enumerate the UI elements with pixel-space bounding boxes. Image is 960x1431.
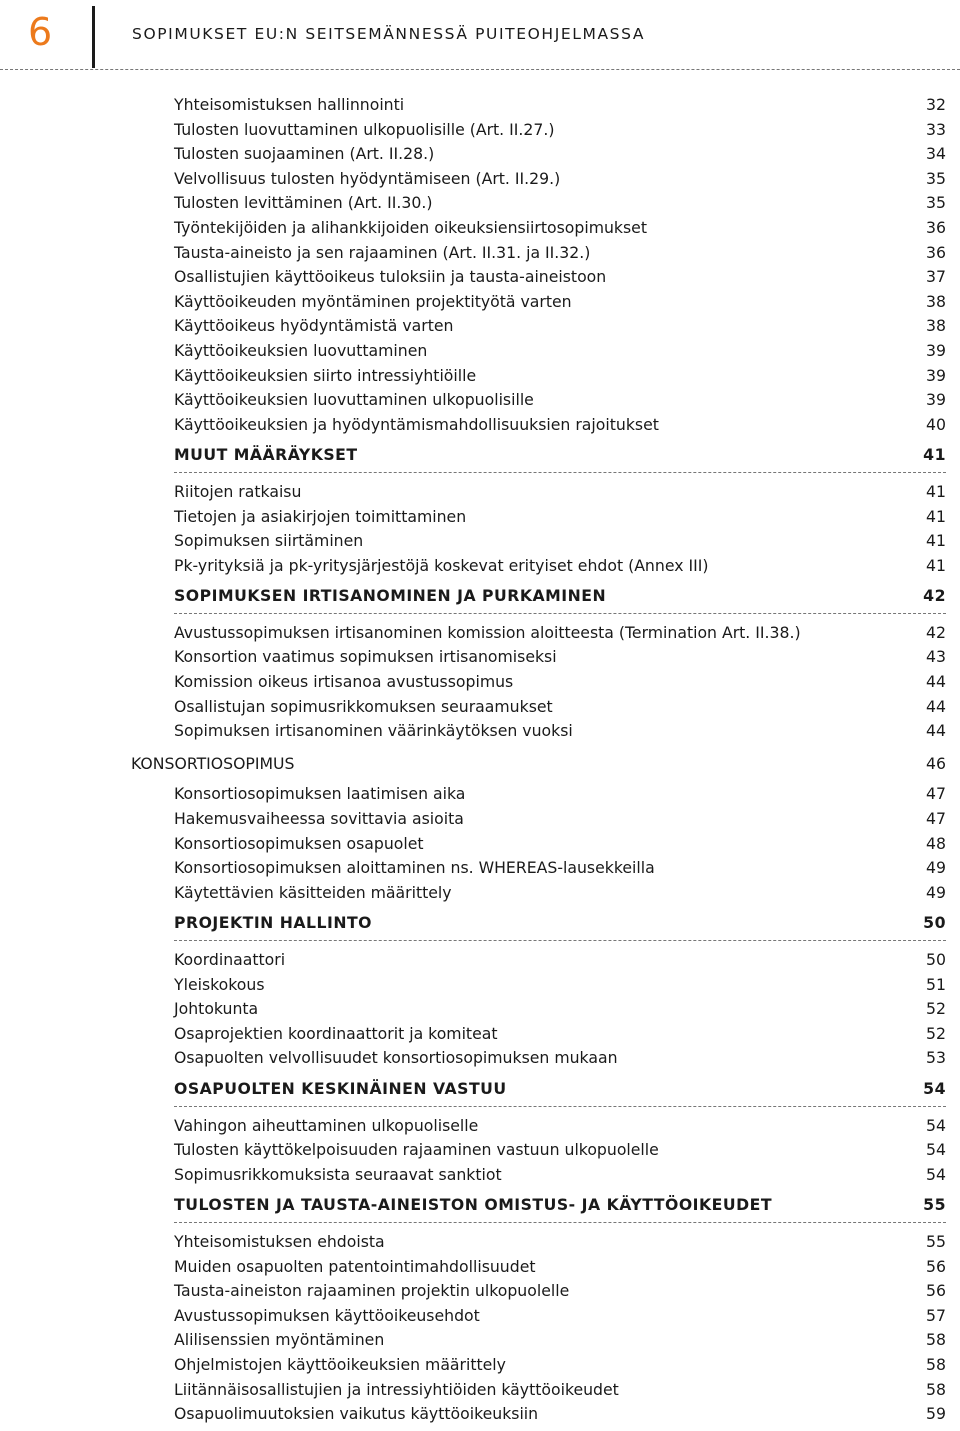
- toc-entry[interactable]: [0, 314, 960, 339]
- toc-page-number: 58: [926, 1354, 946, 1374]
- toc-entry[interactable]: [0, 1046, 960, 1071]
- toc-entry-title: Avustussopimuksen käyttöoikeusehdot: [174, 1305, 480, 1325]
- toc-entry-title: Osallistujien käyttöoikeus tuloksiin ja tausta-aineistoon: [174, 267, 607, 287]
- toc-page-number: 55: [926, 1231, 946, 1251]
- toc-entry-title: Ohjelmistojen käyttöoikeuksien määrittely: [174, 1354, 506, 1374]
- toc-page-number: 32: [926, 95, 946, 114]
- toc-entry[interactable]: [0, 1304, 960, 1329]
- toc-entry[interactable]: [0, 554, 960, 579]
- toc-entry[interactable]: [0, 1138, 960, 1163]
- toc-entry-title: Tulosten luovuttaminen ulkopuolisille (Art. II.27.): [174, 119, 555, 139]
- toc-page-number: 38: [926, 316, 946, 336]
- toc-section-heading[interactable]: [0, 911, 960, 936]
- table-of-contents: [0, 93, 960, 1427]
- toc-entry-title: Konsortiosopimuksen laatimisen aika: [174, 784, 466, 804]
- toc-entry-title: Konsortion vaatimus sopimuksen irtisanomiseksi: [174, 647, 557, 667]
- toc-page-number: 39: [926, 390, 946, 410]
- toc-entry-title: Konsortiosopimuksen osapuolet: [174, 833, 424, 853]
- toc-entry[interactable]: [0, 1378, 960, 1403]
- toc-entry[interactable]: [0, 782, 960, 807]
- toc-entry[interactable]: [0, 1353, 960, 1378]
- toc-entry[interactable]: [0, 948, 960, 973]
- toc-page-number: 42: [926, 622, 946, 642]
- toc-entry[interactable]: [0, 167, 960, 192]
- toc-entry[interactable]: [0, 881, 960, 906]
- toc-page-number: 50: [923, 913, 946, 933]
- toc-entry[interactable]: [0, 1255, 960, 1280]
- toc-entry[interactable]: [0, 1230, 960, 1255]
- toc-entry[interactable]: [0, 997, 960, 1022]
- toc-page-number: 41: [926, 555, 946, 575]
- toc-page-number: 42: [923, 586, 946, 606]
- toc-entry[interactable]: [0, 290, 960, 315]
- toc-page-number: 44: [926, 696, 946, 716]
- toc-page-number: 48: [926, 833, 946, 853]
- toc-entry-title: Sopimusrikkomuksista seuraavat sanktiot: [174, 1164, 502, 1184]
- toc-entry[interactable]: [0, 670, 960, 695]
- toc-page-number: 34: [926, 144, 946, 164]
- toc-section-heading[interactable]: [0, 443, 960, 468]
- toc-page-number: 56: [926, 1256, 946, 1276]
- toc-page-number: 58: [926, 1379, 946, 1399]
- chapter-title: SOPIMUKSET EU:N SEITSEMÄNNESSÄ PUITEOHJELMASSA: [132, 25, 646, 43]
- toc-entry[interactable]: [0, 1328, 960, 1353]
- toc-page-number: 36: [926, 242, 946, 262]
- toc-entry[interactable]: [0, 1163, 960, 1188]
- toc-entry[interactable]: [0, 191, 960, 216]
- toc-section-heading[interactable]: [0, 1077, 960, 1102]
- toc-entry[interactable]: [0, 645, 960, 670]
- toc-page-number: 54: [923, 1078, 946, 1098]
- toc-entry[interactable]: [0, 118, 960, 143]
- toc-page-number: 35: [926, 193, 946, 213]
- toc-page-number: 41: [926, 506, 946, 526]
- toc-entry-title: KONSORTIOSOPIMUS: [131, 753, 295, 773]
- toc-entry[interactable]: [0, 832, 960, 857]
- toc-page-number: 35: [926, 168, 946, 188]
- toc-entry-title: Käyttöoikeuden myöntäminen projektityötä varten: [174, 291, 572, 311]
- toc-section-heading[interactable]: [0, 1193, 960, 1218]
- toc-page-number: 51: [926, 974, 946, 994]
- toc-entry-title: Johtokunta: [174, 999, 259, 1019]
- toc-entry[interactable]: [0, 856, 960, 881]
- toc-entry-title: Sopimuksen siirtäminen: [174, 531, 364, 551]
- toc-page-number: 44: [926, 672, 946, 692]
- toc-entry-title: PROJEKTIN HALLINTO: [174, 913, 373, 933]
- toc-chapter-heading[interactable]: [0, 752, 960, 777]
- toc-page-number: 56: [926, 1281, 946, 1301]
- toc-entry[interactable]: [0, 265, 960, 290]
- toc-entry-title: SOPIMUKSEN IRTISANOMINEN JA PURKAMINEN: [174, 586, 607, 606]
- toc-page-number: 52: [926, 1023, 946, 1043]
- toc-entry-title: Käyttöoikeuksien luovuttaminen ulkopuolisille: [174, 390, 534, 410]
- toc-entry-title: Riitojen ratkaisu: [174, 481, 302, 501]
- header-rule: [0, 69, 960, 70]
- toc-page-number: 54: [926, 1140, 946, 1160]
- toc-page-number: 39: [926, 365, 946, 385]
- toc-entry-title: Pk-yrityksiä ja pk-yritysjärjestöjä koskevat erityiset ehdot (Annex III): [174, 555, 709, 575]
- toc-entry-title: Osaprojektien koordinaattorit ja komiteat: [174, 1023, 498, 1043]
- header-divider: [92, 6, 95, 68]
- toc-page-number: 41: [926, 481, 946, 501]
- toc-entry-title: Tulosten käyttökelpoisuuden rajaaminen vastuun ulkopuolelle: [174, 1140, 659, 1160]
- toc-entry-title: Työntekijöiden ja alihankkijoiden oikeuksiensiirtosopimukset: [174, 217, 647, 237]
- toc-page-number: 47: [926, 784, 946, 804]
- toc-entry[interactable]: [0, 241, 960, 266]
- toc-page-number: 55: [923, 1195, 946, 1215]
- toc-entry-title: Käyttöoikeuksien siirto intressiyhtiöille: [174, 365, 477, 385]
- toc-page-number: 58: [926, 1330, 946, 1350]
- toc-page-number: 46: [926, 753, 946, 773]
- toc-page-number: 33: [926, 119, 946, 139]
- toc-page-number: 54: [926, 1115, 946, 1135]
- toc-entry-title: Hakemusvaiheessa sovittavia asioita: [174, 809, 464, 829]
- toc-entry-title: Yleiskokous: [174, 974, 265, 994]
- toc-page-number: 53: [926, 1048, 946, 1068]
- toc-entry-title: Konsortiosopimuksen aloittaminen ns. WHEREAS-lausekkeilla: [174, 858, 655, 878]
- toc-entry-title: TULOSTEN JA TAUSTA-AINEISTON OMISTUS- JA KÄYTTÖOIKEUDET: [174, 1195, 773, 1215]
- toc-entry-title: Komission oikeus irtisanoa avustussopimus: [174, 672, 514, 692]
- toc-entry-title: Käyttöoikeuksien luovuttaminen: [174, 340, 428, 360]
- toc-page-number: 57: [926, 1305, 946, 1325]
- toc-entry-title: OSAPUOLTEN KESKINÄINEN VASTUU: [174, 1078, 507, 1098]
- toc-entry[interactable]: [0, 142, 960, 167]
- toc-entry-title: Vahingon aiheuttaminen ulkopuoliselle: [174, 1115, 479, 1135]
- toc-entry-title: Liitännäisosallistujien ja intressiyhtiöiden käyttöoikeudet: [174, 1379, 619, 1399]
- toc-page-number: 47: [926, 809, 946, 829]
- toc-entry-title: Sopimuksen irtisanominen väärinkäytöksen vuoksi: [174, 721, 573, 741]
- toc-entry[interactable]: [0, 339, 960, 364]
- toc-entry-title: Osallistujan sopimusrikkomuksen seuraamukset: [174, 696, 553, 716]
- toc-page-number: 49: [926, 882, 946, 902]
- toc-page-number: 44: [926, 721, 946, 741]
- toc-entry[interactable]: [0, 505, 960, 530]
- toc-entry-title: Tulosten suojaaminen (Art. II.28.): [174, 144, 435, 164]
- toc-page-number: 38: [926, 291, 946, 311]
- toc-entry-title: MUUT MÄÄRÄYKSET: [174, 445, 358, 465]
- toc-page-number: 52: [926, 999, 946, 1019]
- toc-entry-title: Käyttöoikeus hyödyntämistä varten: [174, 316, 454, 336]
- toc-entry[interactable]: [0, 1114, 960, 1139]
- toc-page-number: 50: [926, 950, 946, 969]
- toc-entry-title: Käytettävien käsitteiden määrittely: [174, 882, 452, 902]
- toc-entry[interactable]: [0, 364, 960, 389]
- toc-entry-title: Koordinaattori: [174, 950, 286, 969]
- toc-entry[interactable]: [0, 695, 960, 720]
- chapter-number: 6: [28, 10, 53, 54]
- toc-page-number: 37: [926, 267, 946, 287]
- toc-entry-title: Osapuolimuutoksien vaikutus käyttöoikeuksiin: [174, 1404, 539, 1424]
- toc-entry-title: Yhteisomistuksen ehdoista: [174, 1231, 385, 1251]
- toc-entry-title: Tausta-aineiston rajaaminen projektin ulkopuolelle: [174, 1281, 570, 1301]
- toc-entry-title: Tietojen ja asiakirjojen toimittaminen: [174, 506, 467, 526]
- toc-entry[interactable]: [0, 1279, 960, 1304]
- toc-section-heading[interactable]: [0, 584, 960, 609]
- toc-entry-title: Tausta-aineisto ja sen rajaaminen (Art. II.31. ja II.32.): [174, 242, 591, 262]
- toc-page-number: 39: [926, 340, 946, 360]
- toc-entry[interactable]: [0, 216, 960, 241]
- toc-entry[interactable]: [0, 973, 960, 998]
- toc-entry[interactable]: [0, 93, 960, 118]
- toc-entry-title: Velvollisuus tulosten hyödyntämiseen (Art. II.29.): [174, 168, 561, 188]
- toc-entry[interactable]: [0, 529, 960, 554]
- toc-entry-title: Käyttöoikeuksien ja hyödyntämismahdollisuuksien rajoitukset: [174, 414, 659, 434]
- toc-entry-title: Avustussopimuksen irtisanominen komission aloitteesta (Termination Art. II.38.): [174, 622, 801, 642]
- toc-page-number: 43: [926, 647, 946, 667]
- toc-entry-title: Alilisenssien myöntäminen: [174, 1330, 385, 1350]
- toc-entry[interactable]: [0, 621, 960, 646]
- toc-entry[interactable]: [0, 388, 960, 413]
- toc-page-number: 40: [926, 414, 946, 434]
- toc-entry[interactable]: [0, 413, 960, 438]
- toc-entry-title: Yhteisomistuksen hallinnointi: [174, 95, 405, 114]
- toc-page-number: 59: [926, 1404, 946, 1424]
- toc-entry[interactable]: [0, 480, 960, 505]
- toc-entry[interactable]: [0, 1022, 960, 1047]
- toc-entry[interactable]: [0, 719, 960, 744]
- toc-page-number: 49: [926, 858, 946, 878]
- toc-entry[interactable]: [0, 1402, 960, 1427]
- toc-page-number: 41: [923, 445, 946, 465]
- toc-page-number: 36: [926, 217, 946, 237]
- toc-entry-title: Muiden osapuolten patentointimahdollisuudet: [174, 1256, 536, 1276]
- toc-page-number: 41: [926, 531, 946, 551]
- toc-page-number: 54: [926, 1164, 946, 1184]
- toc-entry-title: Tulosten levittäminen (Art. II.30.): [174, 193, 433, 213]
- toc-entry[interactable]: [0, 807, 960, 832]
- toc-entry-title: Osapuolten velvollisuudet konsortiosopimuksen mukaan: [174, 1048, 618, 1068]
